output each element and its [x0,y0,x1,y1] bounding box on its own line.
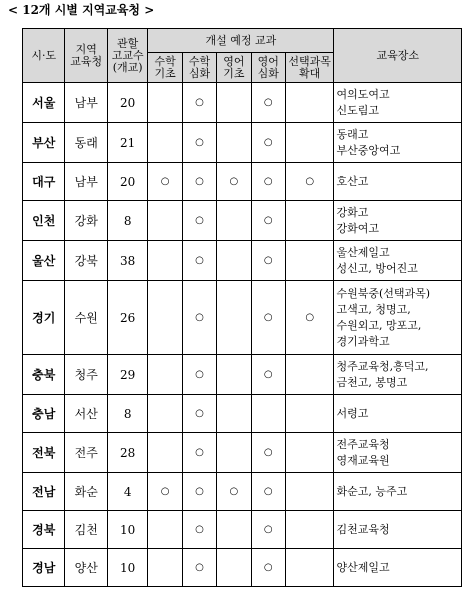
header-sido: 시·도 [23,29,65,83]
cell-course-mark: ○ [182,83,216,123]
cell-course-mark [148,433,182,473]
cell-course-mark [285,433,334,473]
cell-course-mark: ○ [251,201,285,241]
cell-school-count: 38 [107,241,147,281]
cell-place: 호산고 [334,163,462,201]
cell-office: 전주 [65,433,107,473]
cell-place: 화순고, 능주고 [334,473,462,511]
cell-course-mark: ○ [148,473,182,511]
cell-school-count: 10 [107,549,147,587]
cell-office: 동래 [65,123,107,163]
table-body [23,83,462,587]
cell-course-mark: ○ [251,473,285,511]
cell-course-mark: ○ [251,355,285,395]
cell-place: 동래고 부산중앙여고 [334,123,462,163]
cell-course-mark [148,355,182,395]
cell-office: 수원 [65,281,107,355]
header-count [107,29,147,83]
cell-school-count: 8 [107,395,147,433]
cell-course-mark [285,511,334,549]
cell-course-mark [285,473,334,511]
table-title: < 12개 시별 지역교육청 > [8,3,155,17]
cell-office: 청주 [65,355,107,395]
table-row [23,473,462,511]
header-course-label: 기초 [154,66,176,80]
cell-course-mark: ○ [182,395,216,433]
header-course-label: 수학 [188,54,211,68]
cell-course-mark [285,549,334,587]
cell-school-count: 26 [107,281,147,355]
cell-course-mark: ○ [182,549,216,587]
cell-school-count: 28 [107,433,147,473]
cell-course-mark [217,511,251,549]
cell-school-count: 20 [107,163,147,201]
cell-office: 양산 [65,549,107,587]
cell-course-mark: ○ [251,83,285,123]
cell-course-mark [217,123,251,163]
cell-course-mark [148,123,182,163]
cell-course-mark: ○ [182,123,216,163]
cell-course-mark [217,355,251,395]
cell-course-mark [285,201,334,241]
cell-course-mark [217,83,251,123]
cell-course-mark: ○ [251,549,285,587]
cell-place: 서령고 [334,395,462,433]
cell-course-mark: ○ [251,241,285,281]
header-course-label: 영어 [257,54,279,68]
cell-course-mark: ○ [251,281,285,355]
cell-course-mark: ○ [182,163,216,201]
cell-school-count: 4 [107,473,147,511]
cell-course-mark [217,241,251,281]
cell-place: 김천교육청 [334,511,462,549]
header-courses-group: 개설 예정 교과 [148,29,334,53]
cell-course-mark [148,281,182,355]
cell-school-count: 21 [107,123,147,163]
header-course-label: 확대 [299,66,321,80]
cell-course-mark: ○ [251,511,285,549]
cell-sido: 충북 [23,355,65,395]
cell-course-mark: ○ [182,433,216,473]
cell-course-mark [285,83,334,123]
cell-course-mark [285,395,334,433]
cell-course-mark [285,241,334,281]
cell-course-mark [251,395,285,433]
cell-course-mark [148,241,182,281]
header-count-line2: 고교수 [111,48,144,62]
cell-place: 여의도여고 신도림고 [334,83,462,123]
cell-sido: 대구 [23,163,65,201]
header-count-line1: 관할 [117,36,139,50]
cell-school-count: 10 [107,511,147,549]
table-row [23,163,462,201]
cell-course-mark [148,511,182,549]
cell-course-mark: ○ [285,163,334,201]
cell-course-mark [148,83,182,123]
header-course-math-advanced [182,53,216,83]
cell-course-mark: ○ [148,163,182,201]
cell-place: 청주교육청,흥덕고, 금천고, 봉명고 [334,355,462,395]
cell-school-count: 8 [107,201,147,241]
cell-office: 남부 [65,83,107,123]
cell-course-mark: ○ [217,163,251,201]
cell-place: 강화고 강화여고 [334,201,462,241]
cell-course-mark: ○ [182,511,216,549]
cell-place: 울산제일고 성신고, 방어진고 [334,241,462,281]
cell-school-count: 20 [107,83,147,123]
cell-course-mark [148,201,182,241]
cell-sido: 전북 [23,433,65,473]
cell-place: 양산제일고 [334,549,462,587]
table-row [23,281,462,355]
cell-course-mark [285,355,334,395]
cell-office: 강화 [65,201,107,241]
header-course-english-basic [217,53,251,83]
cell-sido: 경기 [23,281,65,355]
cell-course-mark: ○ [251,433,285,473]
cell-sido: 충남 [23,395,65,433]
header-office [65,29,107,83]
cell-course-mark: ○ [251,163,285,201]
cell-course-mark: ○ [285,281,334,355]
cell-course-mark [217,433,251,473]
table-row [23,395,462,433]
cell-course-mark [285,123,334,163]
cell-sido: 부산 [23,123,65,163]
cell-school-count: 29 [107,355,147,395]
cell-office: 강북 [65,241,107,281]
cell-place: 수원북중(선택과목) 고색고, 청명고, 수원외고, 망포고, 경기과학고 [334,281,462,355]
header-course-label: 선택과목 [288,54,331,68]
header-count-line3: (개교) [112,60,143,74]
header-course-math-basic [148,53,182,83]
header-office-line2: 교육청 [70,54,103,68]
cell-sido: 경북 [23,511,65,549]
header-course-label: 기초 [223,66,245,80]
header-course-label: 영어 [223,54,245,68]
cell-office: 서산 [65,395,107,433]
header-office-line1: 지역 [75,42,97,56]
table-row [23,511,462,549]
table-row [23,355,462,395]
header-course-label: 수학 [154,54,176,68]
cell-sido: 울산 [23,241,65,281]
cell-place: 전주교육청 영재교육원 [334,433,462,473]
header-course-label: 심화 [257,66,279,80]
table-row [23,201,462,241]
cell-course-mark: ○ [251,123,285,163]
cell-sido: 서울 [23,83,65,123]
cell-course-mark [217,201,251,241]
header-course-english-advanced [251,53,285,83]
cell-sido: 경남 [23,549,65,587]
cell-course-mark: ○ [182,473,216,511]
cell-course-mark [217,549,251,587]
cell-course-mark [217,281,251,355]
table-row [23,241,462,281]
cell-course-mark: ○ [182,355,216,395]
cell-office: 남부 [65,163,107,201]
cell-course-mark: ○ [182,241,216,281]
cell-course-mark [217,395,251,433]
cell-course-mark [148,395,182,433]
table-row [23,433,462,473]
table-row [23,83,462,123]
cell-course-mark: ○ [217,473,251,511]
education-office-table [22,28,462,587]
cell-course-mark: ○ [182,201,216,241]
header-course-elective-expansion [285,53,334,83]
cell-course-mark [148,549,182,587]
cell-office: 김천 [65,511,107,549]
header-course-label: 심화 [188,66,211,80]
cell-sido: 전남 [23,473,65,511]
cell-course-mark: ○ [182,281,216,355]
cell-sido: 인천 [23,201,65,241]
header-place: 교육장소 [334,29,462,83]
table-row [23,549,462,587]
table-row [23,123,462,163]
cell-office: 화순 [65,473,107,511]
